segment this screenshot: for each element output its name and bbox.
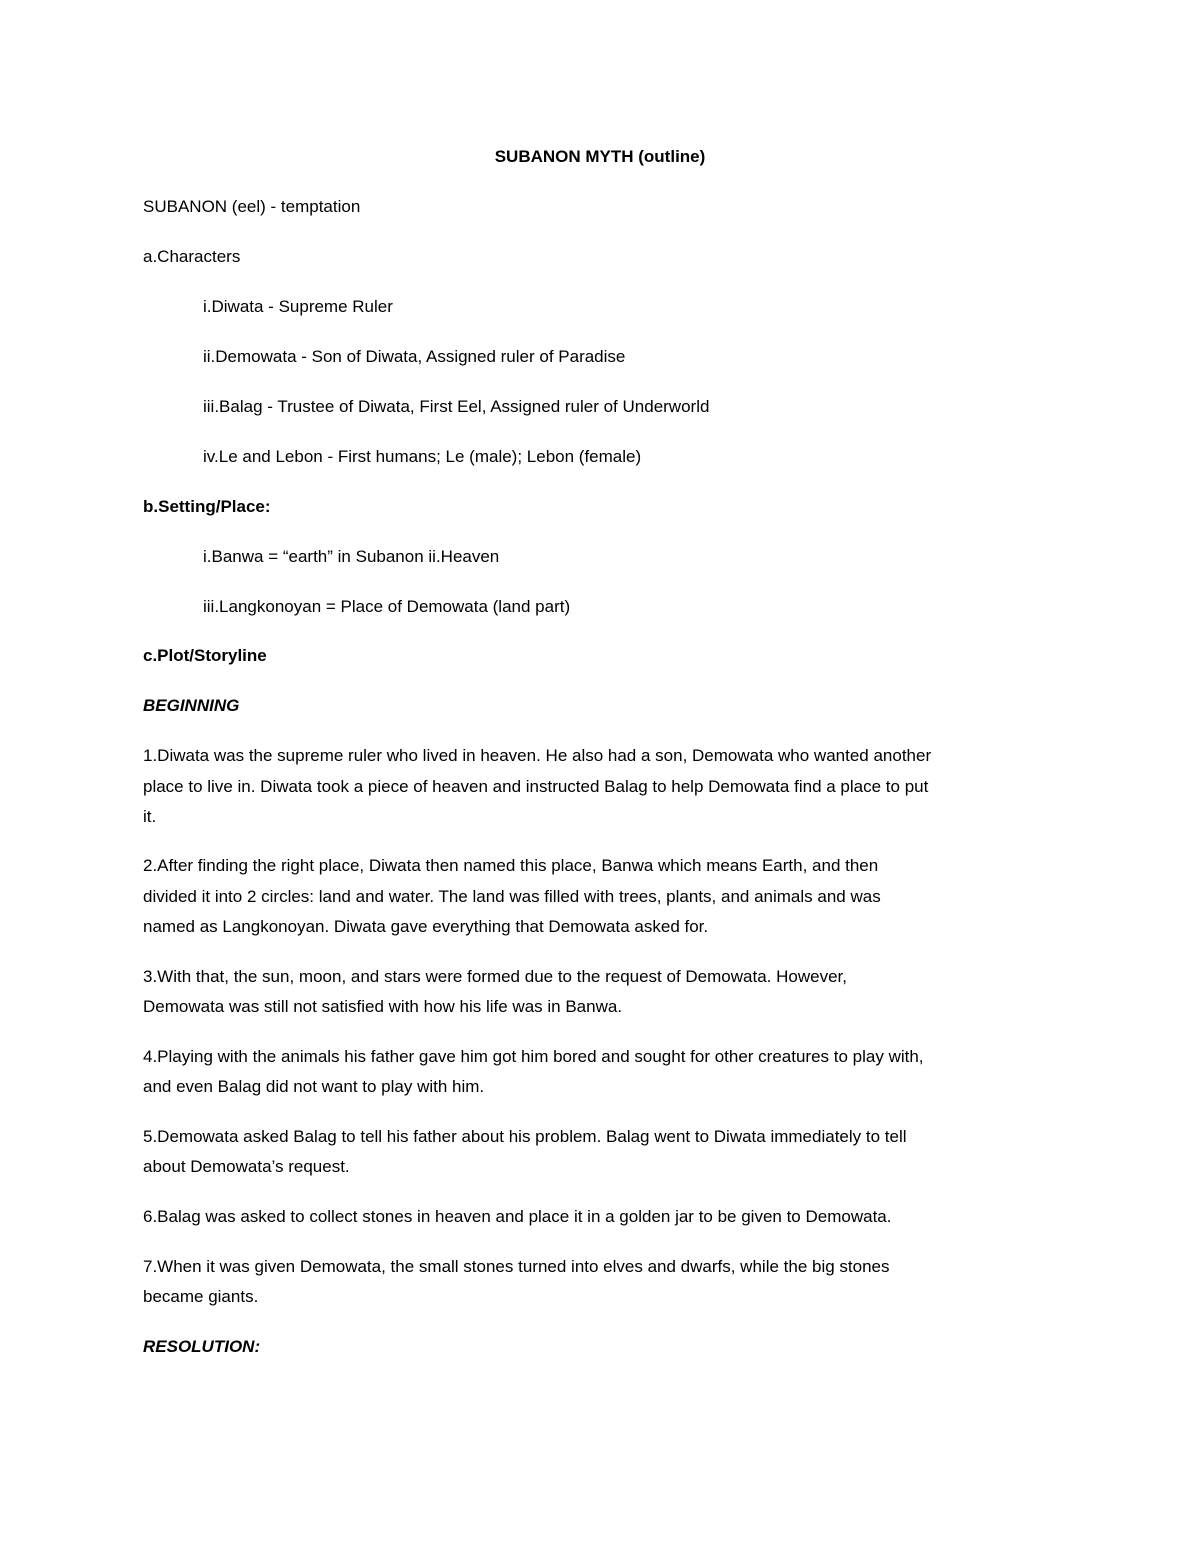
- plot-paragraph-line: 5.Demowata asked Balag to tell his father about his problem. Balag went to Diwata immediately to tell: [143, 1127, 907, 1146]
- plot-paragraph-line: became giants.: [143, 1287, 259, 1306]
- plot-paragraph-line: 6.Balag was asked to collect stones in heaven and place it in a golden jar to be given to Demowata.: [143, 1207, 892, 1226]
- plot-paragraph-line: named as Langkonoyan. Diwata gave everything that Demowata asked for.: [143, 917, 709, 936]
- plot-paragraph-line: 1.Diwata was the supreme ruler who lived in heaven. He also had a son, Demowata who wanted another: [143, 746, 932, 765]
- character-item: i.Diwata - Supreme Ruler: [203, 297, 393, 316]
- plot-paragraph-line: it.: [143, 807, 157, 826]
- setting-item: iii.Langkonoyan = Place of Demowata (land part): [203, 597, 571, 616]
- plot-paragraph-line: Demowata was still not satisfied with how his life was in Banwa.: [143, 997, 623, 1016]
- beginning-label: BEGINNING: [143, 696, 240, 715]
- plot-heading: c.Plot/Storyline: [143, 646, 267, 665]
- setting-heading: b.Setting/Place:: [143, 497, 271, 516]
- character-item: ii.Demowata - Son of Diwata, Assigned ruler of Paradise: [203, 347, 626, 366]
- document-title: SUBANON MYTH (outline): [494, 147, 706, 166]
- character-item: iv.Le and Lebon - First humans; Le (male); Lebon (female): [203, 447, 642, 466]
- characters-heading: a.Characters: [143, 247, 241, 266]
- document-subtitle: SUBANON (eel) - temptation: [143, 197, 361, 216]
- character-item: iii.Balag - Trustee of Diwata, First Eel, Assigned ruler of Underworld: [203, 397, 710, 416]
- plot-paragraph-line: about Demowata’s request.: [143, 1157, 350, 1176]
- plot-paragraph-line: place to live in. Diwata took a piece of heaven and instructed Balag to help Demowata find a place to put: [143, 777, 929, 796]
- plot-paragraph-line: divided it into 2 circles: land and water. The land was filled with trees, plants, and animals and was: [143, 887, 881, 906]
- resolution-label: RESOLUTION:: [143, 1337, 261, 1356]
- plot-paragraph-line: 4.Playing with the animals his father gave him got him bored and sought for other creatures to play with,: [143, 1047, 924, 1066]
- plot-paragraph-line: 2.After finding the right place, Diwata then named this place, Banwa which means Earth, and then: [143, 856, 879, 875]
- plot-paragraph-line: and even Balag did not want to play with him.: [143, 1077, 485, 1096]
- plot-paragraph-line: 7.When it was given Demowata, the small stones turned into elves and dwarfs, while the big stones: [143, 1257, 890, 1276]
- plot-paragraph-line: 3.With that, the sun, moon, and stars were formed due to the request of Demowata. However,: [143, 967, 847, 986]
- setting-item: i.Banwa = “earth” in Subanon ii.Heaven: [203, 547, 500, 566]
